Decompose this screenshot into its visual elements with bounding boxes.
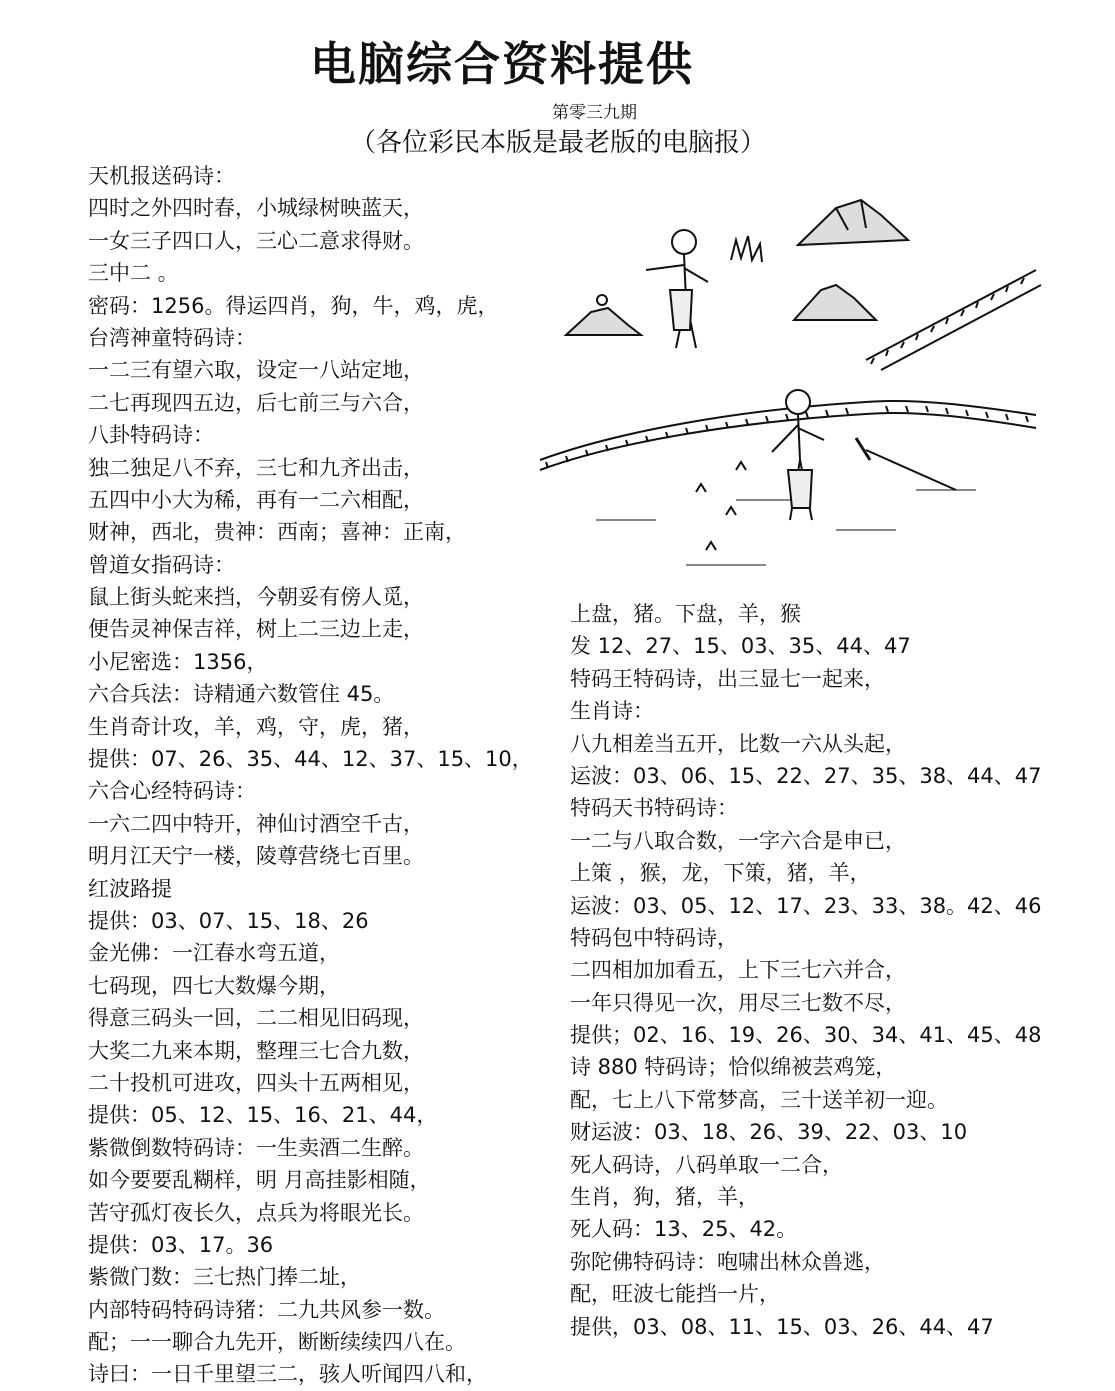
text-line: 生肖诗： [570,699,654,724]
text-line: 提供：05、12、15、16、21、44， [88,1103,438,1128]
text-line: 死人码诗，八码单取一二合， [570,1152,843,1177]
text-line: 五四中小大为稀，再有一二六相配， [88,487,424,512]
text-line: 诗曰：一日千里望三二，骇人听闻四八和， [88,1362,487,1387]
text-line: 密码：1256。得运四肖，狗，牛，鸡，虎， [88,293,499,318]
text-line: 一二与八取合数，一字六合是申已， [570,828,906,853]
text-line: 六合兵法：诗精通六数管住 45。 [88,682,395,707]
text-line: 配；一一聊合九先开，断断续续四八在。 [88,1330,466,1355]
text-line: 二四相加加看五，上下三七六并合， [570,958,906,983]
text-line: 大奖二九来本期，整理三七合九数， [88,1038,424,1063]
text-line: 曾道女指码诗： [88,552,235,577]
text-line: 特码王特码诗，出三显七一起来， [570,666,885,691]
text-line: 独二独足八不弃，三七和九齐出击， [88,455,424,480]
text-line: 四时之外四时春，小城绿树映蓝天， [88,196,424,221]
text-line: 财神，西北，贵神：西南；喜神：正南， [88,520,466,545]
text-line: 特码包中特码诗， [570,925,738,950]
text-line: 发 12、27、15、03、35、44、47 [570,634,911,659]
text-line: 天机报送码诗： [88,164,235,188]
text-line: 提供；02、16、19、26、30、34、41、45、48 [570,1023,1042,1048]
text-line: 一女三子四口人，三心二意求得财。 [88,228,424,253]
text-line: 死人码：13、25、42。 [570,1217,798,1242]
text-line: 生肖奇计攻，羊，鸡，守，虎，猪， [88,714,424,739]
text-line: 八九相差当五开，比数一六从头起， [570,731,906,756]
text-line: 特码天书特码诗： [570,796,738,821]
text-line: 如今要要乱糊样，明 月高挂影相随， [88,1168,431,1193]
page-title: 电脑综合资料提供 [310,37,694,91]
farming-illustration [536,170,1046,590]
text-line: 明月江天宁一楼，陵尊营绕七百里。 [88,844,424,869]
text-line: 内部特码特码诗猪：二九共风参一数。 [88,1297,445,1322]
right-column [570,598,1042,1343]
text-line: 台湾神童特码诗： [88,325,256,350]
text-line: 二十投机可进攻，四头十五两相见， [88,1070,424,1095]
text-line: 提供：07、26、35、44、12、37、15、10， [88,747,533,772]
text-line: 紫微倒数特码诗：一生卖酒二生醉。 [88,1135,424,1160]
text-line: 二七再现四五边，后七前三与六合， [88,390,424,415]
text-line: 运波：03、06、15、22、27、35、38、44、47 [570,763,1042,788]
text-line: 七码现，四七大数爆今期， [88,973,340,998]
text-line: 便告灵神保吉祥，树上二三边上走， [88,617,424,642]
text-line: 提供，03、08、11、15、03、26、44、47 [570,1314,994,1339]
text-line: 生肖，狗，猪，羊， [570,1185,759,1210]
text-line: 三中二 。 [88,261,179,286]
text-line: 运波：03、05、12、17、23、33、38。42、46 [570,893,1042,918]
text-line: 金光佛：一江春水弯五道， [88,941,340,966]
issue-number: 第零三九期 [552,103,637,123]
text-line: 一六二四中特开，神仙讨酒空千古， [88,811,424,836]
text-line: 六合心经特码诗： [88,779,256,804]
text-line: 上盘，猪。下盘，羊，猴 [570,602,801,626]
text-line: 提供：03、07、15、18、26 [88,908,369,933]
text-line: 小尼密选：1356， [88,649,268,674]
text-line: 紫微门数：三七热门捧二址， [88,1265,361,1290]
text-line: 配，旺波七能挡一片， [570,1282,780,1307]
subtitle: （各位彩民本版是最老版的电脑报） [350,128,767,158]
text-line: 提供：03、17。36 [88,1232,274,1257]
text-line: 财运波：03、18、26、39、22、03、10 [570,1120,968,1145]
left-column [88,160,533,1391]
text-line: 诗 880 特码诗；恰似绵被芸鸡笼， [570,1055,897,1080]
text-line: 一二三有望六取，设定一八站定地， [88,358,424,383]
text-line: 弥陀佛特码诗：咆啸出林众兽逃， [570,1249,885,1274]
text-line: 得意三码头一回，二二相见旧码现， [88,1006,424,1031]
text-line: 上策 ，猴，龙，下策，猪，羊， [570,861,871,886]
text-line: 一年只得见一次，用尽三七数不尽， [570,990,906,1015]
text-line: 苦守孤灯夜长久，点兵为将眼光长。 [88,1200,424,1225]
text-line: 鼠上街头蛇来挡，今朝妥有傍人觅， [88,585,424,610]
text-line: 红波路提 [88,876,172,901]
text-line: 八卦特码诗： [88,423,214,448]
text-line: 配，七上八下常梦高，三十送羊初一迎。 [570,1087,948,1112]
